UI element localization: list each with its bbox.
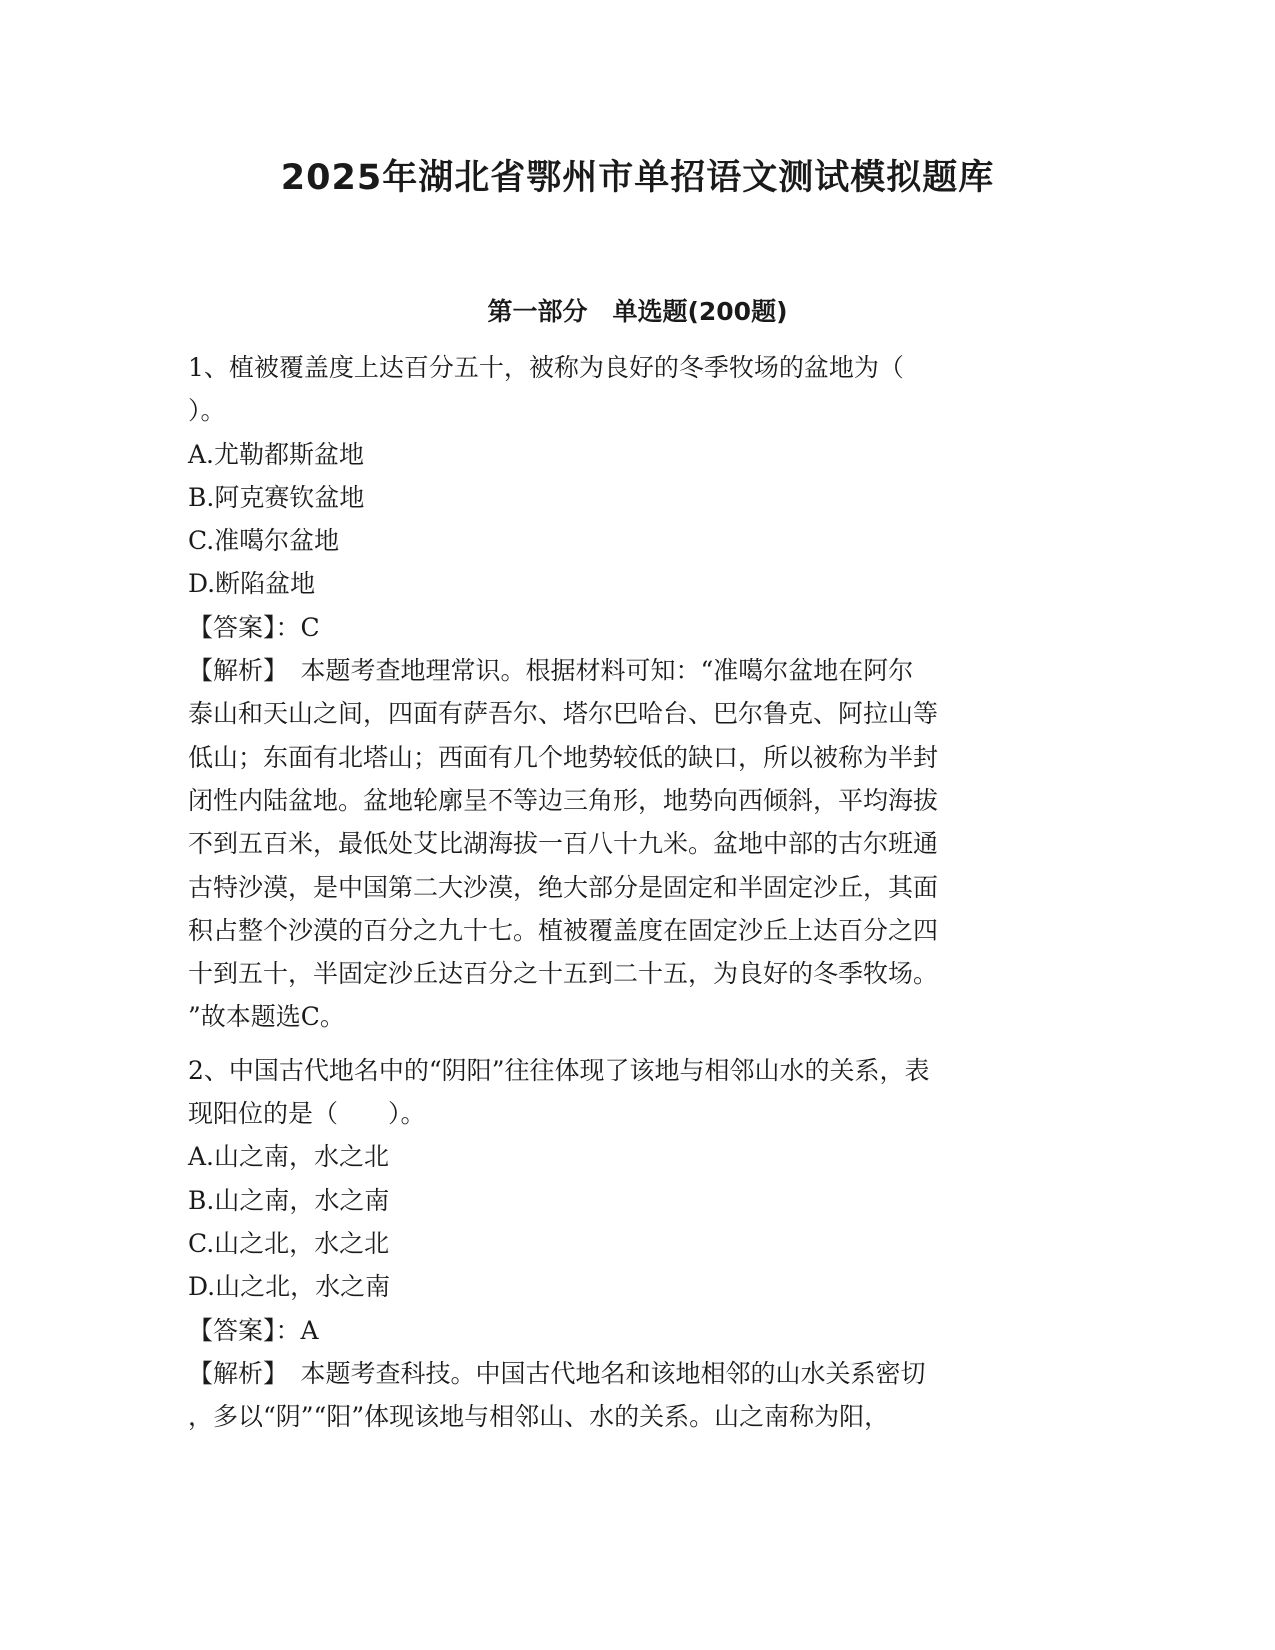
analysis-line: 【解析】 本题考查地理常识。根据材料可知：“准噶尔盆地在阿尔 (188, 656, 914, 686)
answer-line: 【答案】：C (188, 612, 320, 642)
option-c: C.山之北，水之北 (188, 1228, 390, 1258)
question-list (188, 346, 1088, 1438)
analysis-line: ”故本题选C。 (188, 1002, 345, 1032)
question-separator (188, 1039, 1088, 1049)
option-a: A.尤勒都斯盆地 (188, 439, 365, 469)
analysis-line: 泰山和天山之间，四面有萨吾尔、塔尔巴哈台、巴尔鲁克、阿拉山等 (188, 699, 939, 729)
question-stem-line: 2、中国古代地名中的“阴阳”往往体现了该地与相邻山水的关系，表 (188, 1055, 930, 1085)
analysis-line: 古特沙漠，是中国第二大沙漠，绝大部分是固定和半固定沙丘，其面 (188, 872, 939, 902)
analysis-line: 不到五百米，最低处艾比湖海拔一百八十九米。盆地中部的古尔班通 (188, 829, 939, 859)
option-d: D.山之北，水之南 (188, 1272, 391, 1302)
analysis-line: 低山；东面有北塔山；西面有几个地势较低的缺口，所以被称为半封 (188, 742, 939, 772)
analysis-line: 积占整个沙漠的百分之九十七。植被覆盖度在固定沙丘上达百分之四 (188, 915, 939, 945)
question-item (188, 1049, 1088, 1439)
option-b: B.山之南，水之南 (188, 1185, 390, 1215)
question-item (188, 346, 1088, 1039)
document-title: 2025年湖北省鄂州市单招语文测试模拟题库 (280, 158, 995, 198)
answer-line: 【答案】：A (188, 1315, 319, 1345)
option-c: C.准噶尔盆地 (188, 526, 340, 556)
analysis-line: ，多以“阴”“阳”体现该地与相邻山、水的关系。山之南称为阳， (188, 1402, 890, 1432)
section-title: 第一部分 单选题(200题) (487, 297, 788, 326)
question-stem-line: ）。 (188, 396, 226, 426)
analysis-line: 十到五十，半固定沙丘达百分之十五到二十五，为良好的冬季牧场。 (188, 959, 939, 989)
option-b: B.阿克赛钦盆地 (188, 482, 365, 512)
analysis-line: 【解析】 本题考查科技。中国古代地名和该地相邻的山水关系密切 (188, 1358, 926, 1388)
option-d: D.断陷盆地 (188, 569, 316, 599)
option-a: A.山之南，水之北 (188, 1142, 390, 1172)
analysis-line: 闭性内陆盆地。盆地轮廓呈不等边三角形，地势向西倾斜，平均海拔 (188, 785, 939, 815)
question-stem-line: 现阳位的是（ ）。 (188, 1099, 426, 1129)
question-stem-line: 1、植被覆盖度上达百分五十，被称为良好的冬季牧场的盆地为（ (188, 353, 904, 382)
